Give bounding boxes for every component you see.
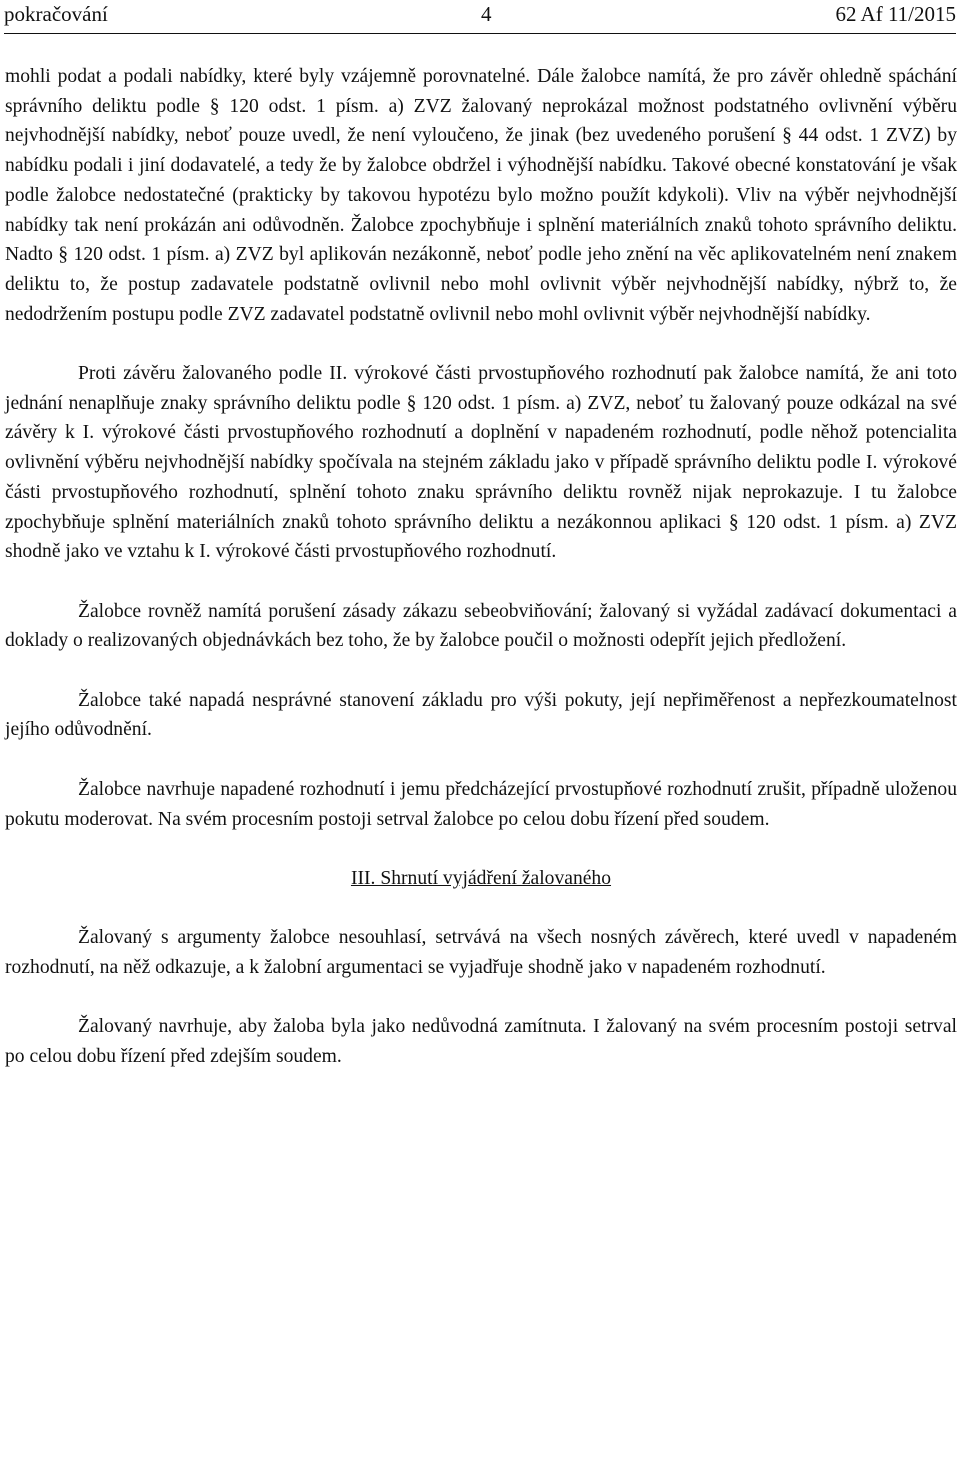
paragraph: Žalovaný s argumenty žalobce nesouhlasí, setrvává na všech nosných závěrech, které uvedl v napadeném rozhodnutí, na něž odkazuje, a k žalobní argumentaci se vyjadřuje shodně jako v napadeném rozhodnutí. [5, 927, 957, 978]
header-continuation: pokračování [4, 2, 108, 26]
case-number: 62 Af 11/2015 [835, 2, 956, 26]
document-body [5, 62, 957, 1072]
page-number: 4 [481, 2, 492, 26]
paragraph-continued: mohli podat a podali nabídky, které byly vzájemně porovnatelné. Dále žalobce namítá, že pro závěr ohledně spáchání správního deliktu podle § 120 odst. 1 písm. a) ZVZ žalovaný neprokázal možnost podstatného ovlivnění výběru nejvhodnější nabídky, neboť pouze uvedl, že není vyloučeno, že jinak (bez uvedeného porušení § 44 odst. 1 ZVZ) by nabídku podali i jiní dodavatelé, a tedy že by žalobce obdržel i výhodnější nabídku. Takové obecné konstatování je však podle žalobce nedostatečné (prakticky by takovou hypotézu bylo možno použít kdykoli). Vliv na výběr nejvhodnější nabídky tak není prokázán ani odůvodněn. Žalobce zpochybňuje i splnění materiálních znaků tohoto správního deliktu. Nadto § 120 odst. 1 písm. a) ZVZ byl aplikován nezákonně, neboť podle jeho znění na věc aplikovatelném není znakem deliktu to, že postup zadavatele podstatně ovlivnil nebo mohl ovlivnit výběr nejvhodnější nabídky, nýbrž to, že nedodržením postupu podle ZVZ zadavatel podstatně ovlivnil nebo mohl ovlivnit výběr nejvhodnější nabídky. [5, 66, 957, 325]
page-header [4, 0, 956, 32]
header-divider [4, 33, 956, 34]
paragraph: Žalobce také napadá nesprávné stanovení základu pro výši pokuty, její nepřiměřenost a nepřezkoumatelnost jejího odůvodnění. [5, 689, 957, 741]
paragraph: Žalovaný navrhuje, aby žaloba byla jako nedůvodná zamítnuta. I žalovaný na svém procesním postoji setrval po celou dobu řízení před zdejším soudem. [5, 1016, 957, 1068]
paragraph: Proti závěru žalovaného podle II. výrokové části prvostupňového rozhodnutí pak žalobce namítá, že ani toto jednání nenaplňuje znaky správního deliktu podle § 120 odst. 1 písm. a) ZVZ, neboť tu žalovaný pouze odkázal na své závěry k I. výrokové části prvostupňového rozhodnutí a doplnění v napadeném rozhodnutí, podle něhož potencialita ovlivnění výběru nejvhodnější nabídky spočívala na stejném základu jako v případě správního deliktu podle I. výrokové části prvostupňového rozhodnutí, splnění tohoto znaku správního deliktu rovněž nijak neprokazuje. I tu žalobce zpochybňuje splnění materiálních znaků tohoto správního deliktu a nezákonnou aplikaci § 120 odst. 1 písm. a) ZVZ shodně jako ve vztahu k I. výrokové části prvostupňového rozhodnutí. [5, 363, 957, 563]
paragraph: Žalobce navrhuje napadené rozhodnutí i jemu předcházející prvostupňové rozhodnutí zrušit, případně uloženou pokutu moderovat. Na svém procesním postoji setrval žalobce po celou dobu řízení před soudem. [5, 778, 957, 830]
paragraph: Žalobce rovněž namítá porušení zásady zákazu sebeobviňování; žalovaný si vyžádal zadávací dokumentaci a doklady o realizovaných objednávkách bez toho, že by žalobce poučil o možnosti odepřít jejich předložení. [5, 600, 957, 652]
section-heading-text: III. Shrnutí vyjádření žalovaného [350, 867, 612, 889]
section-heading [5, 864, 957, 894]
